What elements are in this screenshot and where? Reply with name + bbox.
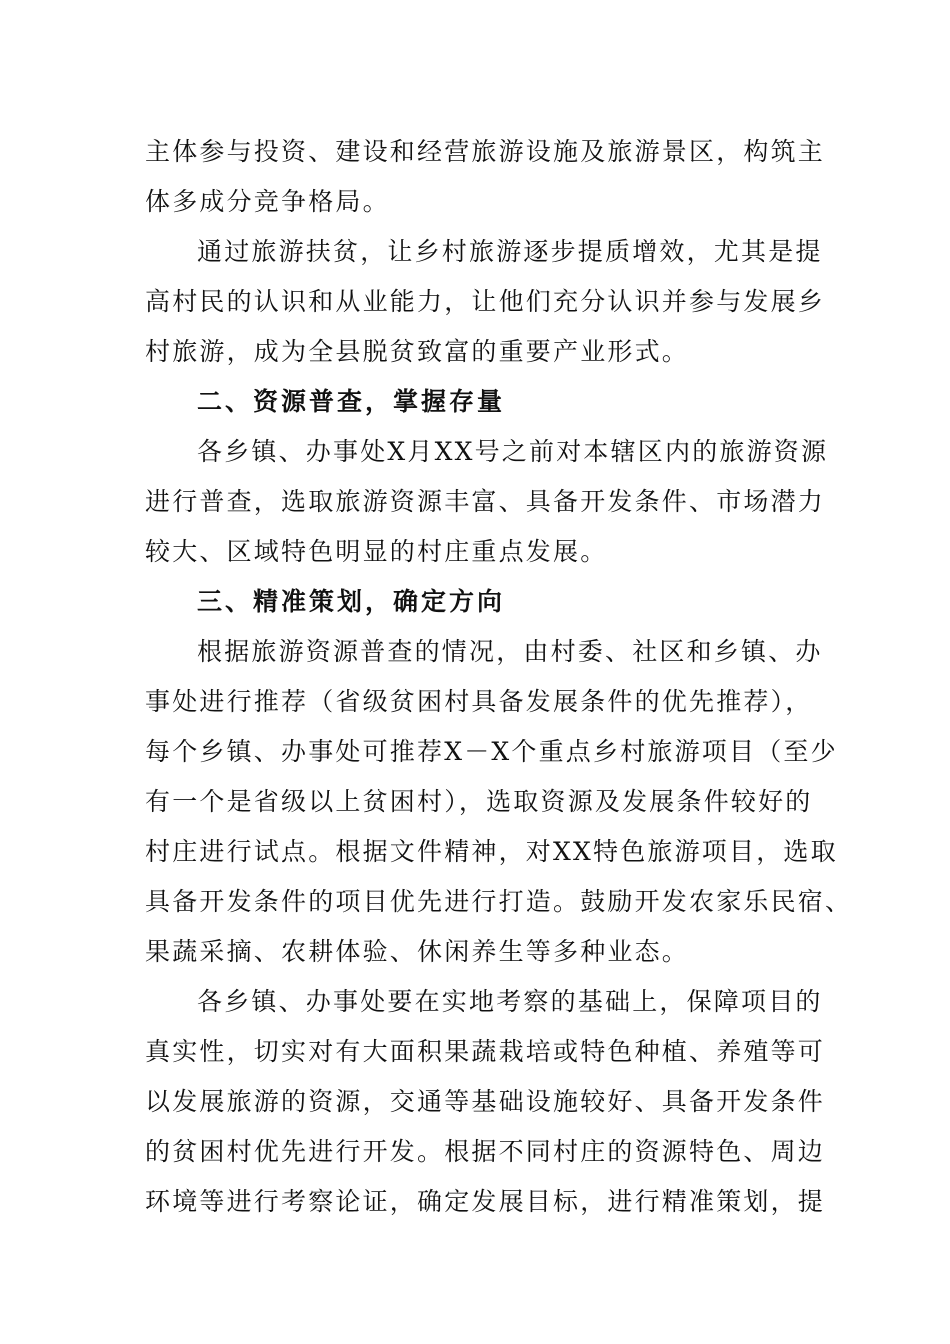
paragraph-line: 具备开发条件的项目优先进行打造。鼓励开发农家乐民宿、 xyxy=(145,887,853,916)
paragraph-line: 真实性，切实对有大面积果蔬栽培或特色种植、养殖等可 xyxy=(145,1037,826,1066)
section-heading: 三、精准策划，确定方向 xyxy=(197,587,506,616)
paragraph-line: 进行普查，选取旅游资源丰富、具备开发条件、市场潜力 xyxy=(145,487,826,516)
paragraph-line: 事处进行推荐（省级贫困村具备发展条件的优先推荐）， xyxy=(145,687,813,716)
paragraph-line: 高村民的认识和从业能力，让他们充分认识并参与发展乡 xyxy=(145,287,826,316)
paragraph-line: 村庄进行试点。根据文件精神，对XX特色旅游项目，选取 xyxy=(145,837,838,866)
paragraph-line: 各乡镇、办事处要在实地考察的基础上，保障项目的 xyxy=(197,987,823,1016)
paragraph-line: 每个乡镇、办事处可推荐X－X个重点乡村旅游项目（至少 xyxy=(145,737,838,766)
paragraph-line: 各乡镇、办事处X月XX号之前对本辖区内的旅游资源 xyxy=(197,437,829,466)
paragraph-line: 体多成分竞争格局。 xyxy=(145,187,390,216)
paragraph-line: 根据旅游资源普查的情况，由村委、社区和乡镇、办 xyxy=(197,637,823,666)
paragraph-line: 环境等进行考察论证，确定发展目标，进行精准策划，提 xyxy=(145,1187,826,1216)
paragraph-line: 主体参与投资、建设和经营旅游设施及旅游景区，构筑主 xyxy=(145,137,826,166)
paragraph-line: 通过旅游扶贫，让乡村旅游逐步提质增效，尤其是提 xyxy=(197,237,823,266)
paragraph-line: 以发展旅游的资源，交通等基础设施较好、具备开发条件 xyxy=(145,1087,826,1116)
paragraph-line: 较大、区域特色明显的村庄重点发展。 xyxy=(145,537,608,566)
paragraph-line: 的贫困村优先进行开发。根据不同村庄的资源特色、周边 xyxy=(145,1137,826,1166)
section-heading: 二、资源普查，掌握存量 xyxy=(197,387,506,416)
paragraph-line: 果蔬采摘、农耕体验、休闲养生等多种业态。 xyxy=(145,937,690,966)
paragraph-line: 有一个是省级以上贫困村），选取资源及发展条件较好的 xyxy=(145,787,813,816)
paragraph-line: 村旅游，成为全县脱贫致富的重要产业形式。 xyxy=(145,337,690,366)
